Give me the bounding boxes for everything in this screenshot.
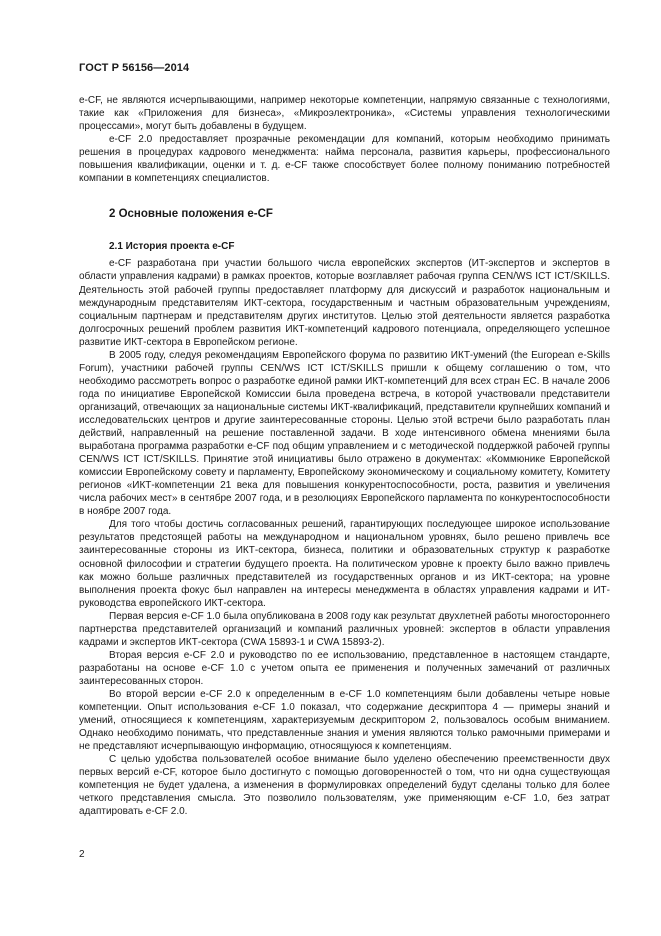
body-paragraph: Во второй версии e-CF 2.0 к определенным в e-CF 1.0 компетенциям были добавлены четыре новые компетенции. Опыт использования e-CF 1.0 показал, что содержание дескриптора 4 — примеры знаний и умений, относящиеся к компетенциям, характеризуемым дескриптором 2, пользовалось особым вниманием. Однако необходимо понимать, что представленные знания и умения являются только рамочными примерами и не представляют исчерпывающую информацию, относящуюся к компетенциям.	[79, 688, 610, 753]
page-number: 2	[79, 849, 85, 860]
section-title: 2 Основные положения e-CF	[109, 208, 273, 221]
body-paragraph: Первая версия e-CF 1.0 была опубликована в 2008 году как результат двухлетней работы многостороннего партнерства представителей организаций и компаний различных уровней: экспертов в области управления кадрами и экспертов ИКТ-сектора (CWA 15893-1 и CWA 15893-2).	[79, 610, 610, 648]
page-content	[79, 94, 610, 818]
intro-paragraph: e-CF 2.0 предоставляет прозрачные рекомендации для компаний, которым необходимо принимать решения в процедурах кадрового менеджмента: найма персонала, развития карьеры, профессионального повышения квалификации, оценки и т. д. e-CF также способствует более полному пониманию потребностей компании в компетенциях специалистов.	[79, 134, 610, 185]
body-paragraph: Вторая версия e-CF 2.0 и руководство по ее использованию, представленное в настоящем стандарте, разработаны на основе e-CF 1.0 с учетом опыта ее применения и полученных замечаний от различных заинтересованных сторон.	[79, 649, 610, 687]
body-paragraph: С целью удобства пользователей особое внимание было уделено обеспечению преемственности двух первых версий e-CF, которое было достигнуто с помощью договоренностей о том, что ни одна существующая компетенция не будет удалена, а изменения в формулировках определений будут сделаны только для более четкого представления смысла. Это позволило пользователям, уже применяющим e-CF 1.0, без затрат адаптировать e-CF 2.0.	[79, 754, 610, 818]
document-header: ГОСТ Р 56156—2014	[79, 62, 190, 74]
body-paragraph: Для того чтобы достичь согласованных решений, гарантирующих последующее широкое использование результатов предстоящей работы на международном и национальном уровнях, было решено привлечь все заинтересованные стороны из ИКТ-сектора, бизнеса, политики и образовательных структур к разработке основной философии и стратегии будущего проекта. На политическом уровне к проекту было важно привлечь как можно больше различных представителей из государственных органов и из ИКТ-сектора; на уровне выполнения проекта фокус был направлен на интересы менеджмента в областях управления кадрами и ИТ-руководства европейского ИКТ-сектора.	[79, 519, 610, 609]
body-paragraph: e-CF разработана при участии большого числа европейских экспертов (ИТ-экспертов и экспертов в области управления кадрами) в рамках проектов, которые возглавляет рабочая группа CEN/WS ICT ICT/SKILLS. Деятельность этой рабочей группы предоставляет платформу для дискуссий и разработок национальным и международным представителям ИКТ-сектора, государственным и частным образовательным учреждениям, социальным партнерам и представителям других институтов. Целью этой деятельности является разработка долгосрочных решений проблем развития ИКТ-компетенций кадрового потенциала, определяющего успешное развитие ИКТ-сектора в Европейском регионе.	[79, 258, 610, 348]
subsection-title: 2.1 История проекта e-CF	[109, 241, 235, 253]
intro-paragraph: e-CF, не являются исчерпывающими, например некоторые компетенции, напрямую связанные с технологиями, такие как «Приложения для бизнеса», «Микроэлектроника», «Системы управления технологическими процессами», могут быть добавлены в будущем.	[79, 95, 610, 133]
body-paragraph: В 2005 году, следуя рекомендациям Европейского форума по развитию ИКТ-умений (the European e-Skills Forum), участники рабочей группы CEN/WS ICT ICT/SKILLS пришли к общему соглашению о том, что необходимо рассмотреть вопрос о разработке единой рамки ИКТ-компетенций для всех стран ЕС. В начале 2006 года по инициативе Европейской Комиссии была проведена встреча, в которой участвовали представители организаций, отвечающих за национальные системы ИКТ-квалификаций, представители крупнейших компаний и исследовательских центров и другие заинтересованные стороны. Целью этой встречи было разработать план действий, направленный на решение поставленной задачи. В ходе интенсивного обмена мнениями была выработана программа разработки e-CF под общим управлением и с методической поддержкой рабочей группы CEN/WS ICT ICT/SKILLS. Принятие этой инициативы было отражено в документах: «Коммюнике Европейской комиссии Европейскому совету и парламенту, Европейскому экономическому и социальному комитету, Комитету регионов «ИКТ-компетенции 21 века для повышения конкурентоспособности, роста, развития и увеличения числа рабочих мест» в сентябре 2007 года, и в резолюциях Европейского парламента по конкурентоспособности в ноябре 2007 года.	[79, 349, 610, 518]
